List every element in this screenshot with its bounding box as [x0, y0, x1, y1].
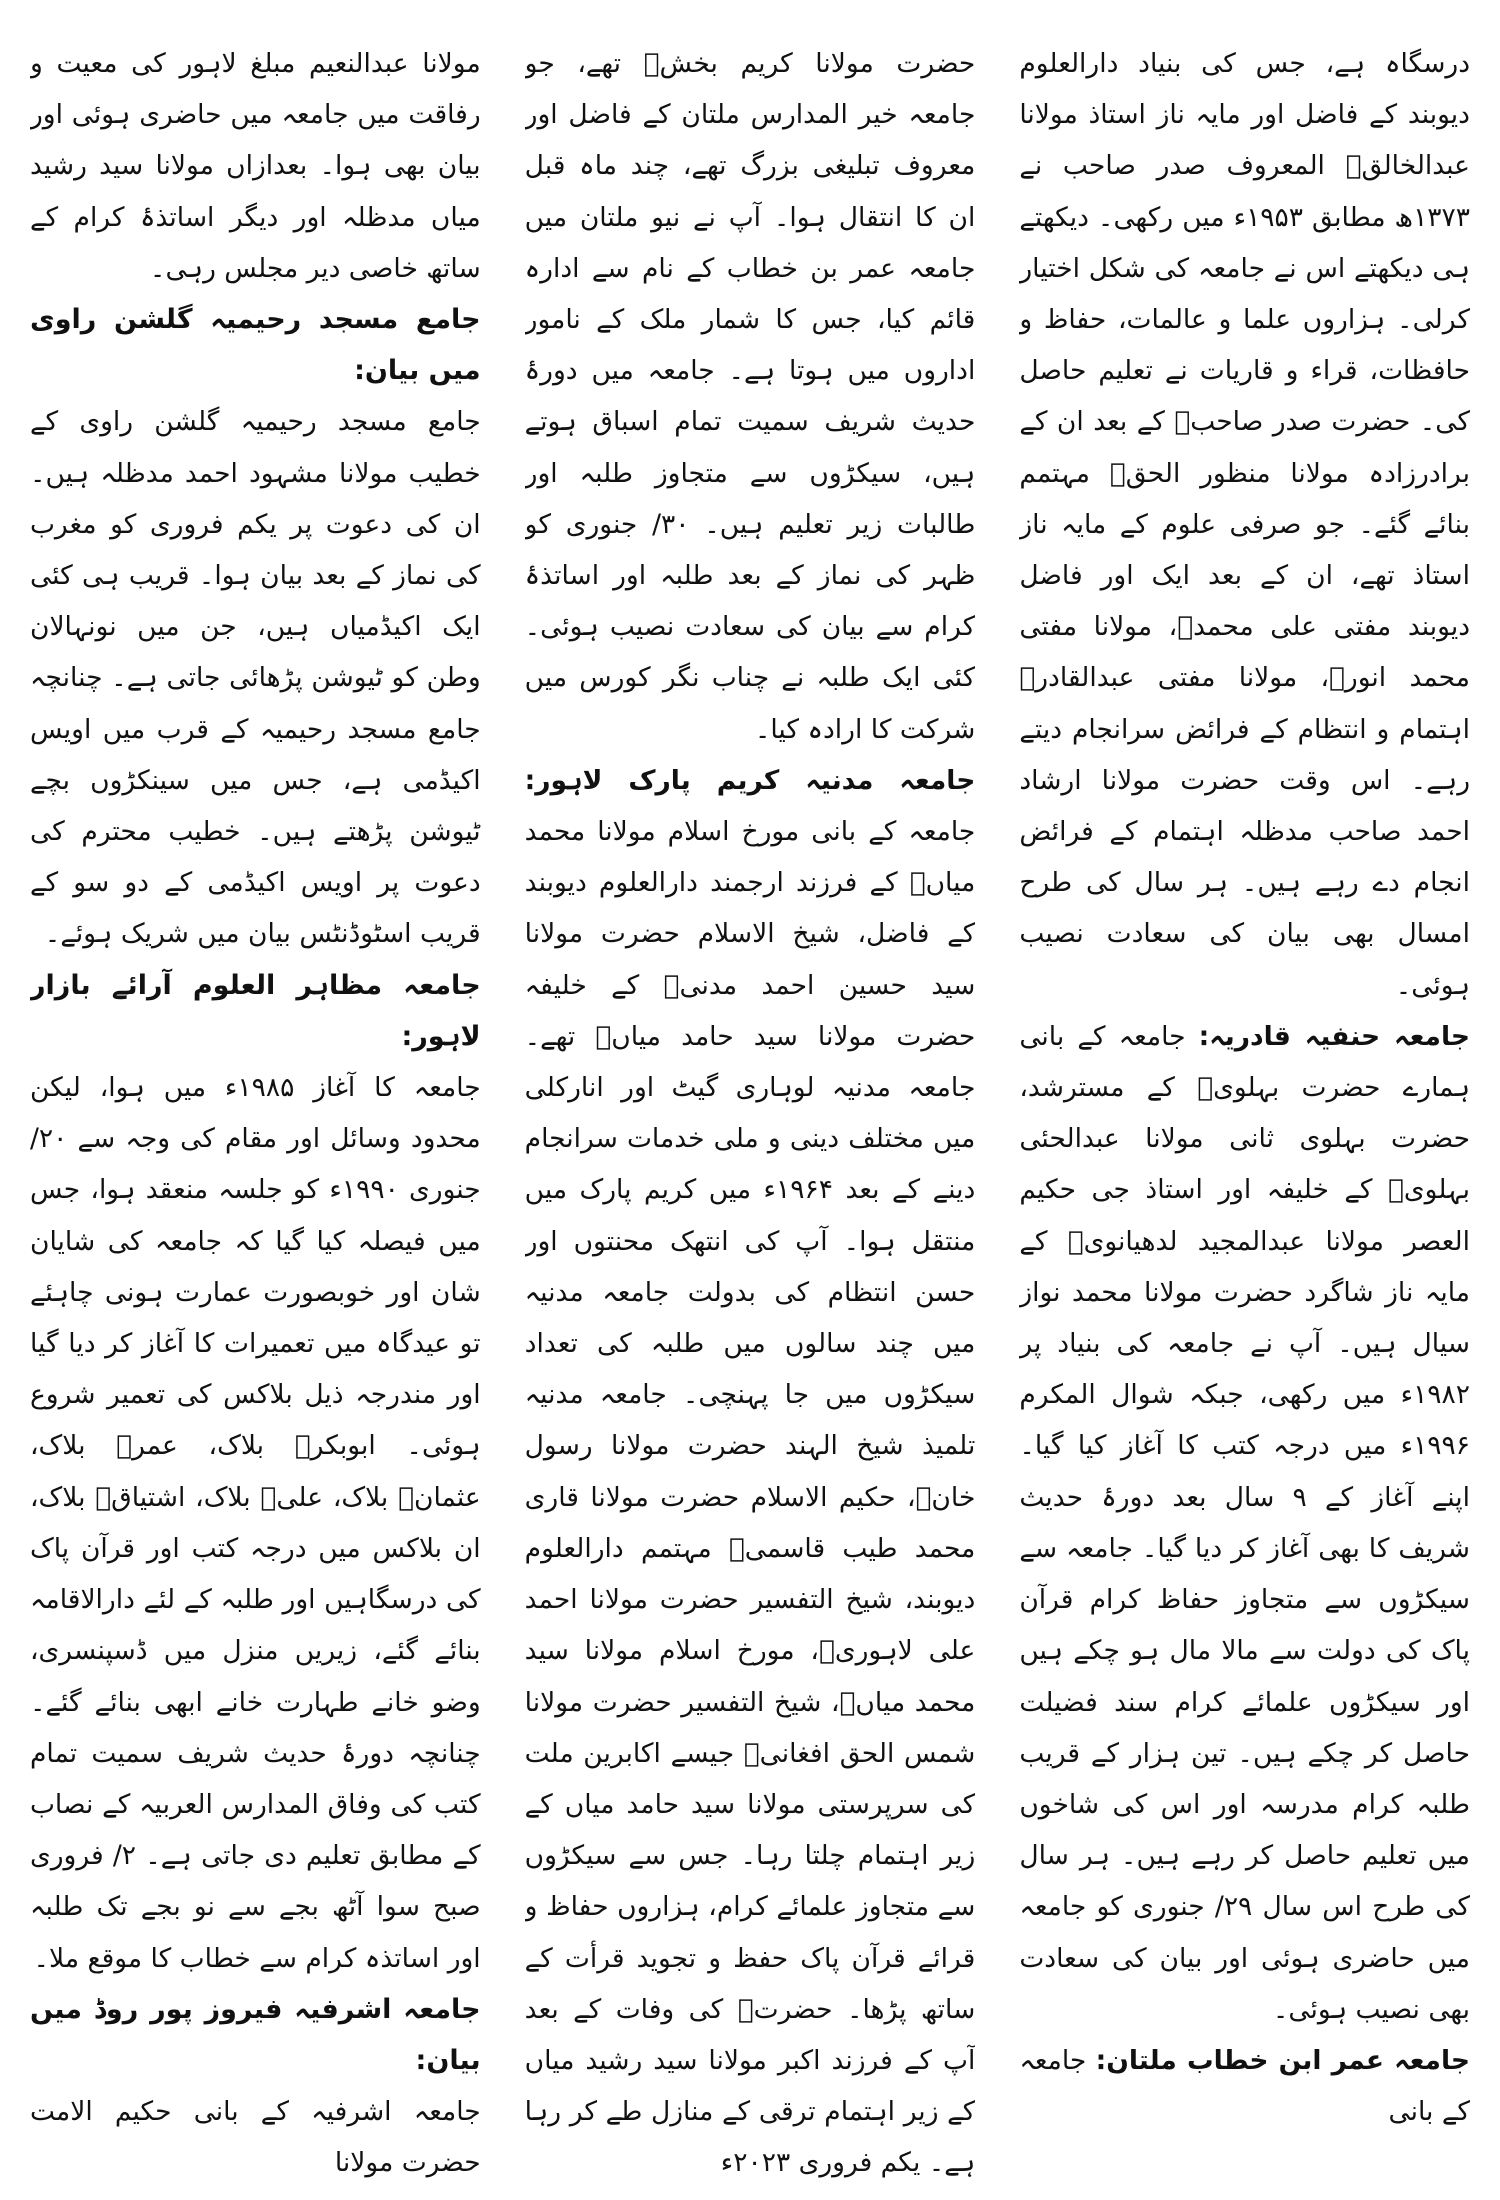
section-jamia-umar-multan [1019, 2035, 1470, 2137]
text-column-middle [525, 38, 976, 2180]
paragraph-mazahir-uloom: جامعہ کا آغاز ۱۹۸۵ء میں ہوا، لیکن محدود وسائل اور مقام کی وجہ سے ۲۰/ جنوری ۱۹۹۰ء کو جلسہ منعقد ہوا، جس میں فیصلہ کیا گیا کہ جامعہ کی شایان شان اور خوبصورت عمارت ہونی چاہئے تو عیدگاہ میں تعمیرات کا آغاز کر دیا گیا اور مندرجہ ذیل بلاکس کی تعمیر شروع ہوئی۔ ابوبکرؓ بلاک، عمرؓ بلاک، عثمانؓ بلاک، علیؓ بلاک، اشتیاقؒ بلاک، ان بلاکس میں درجہ کتب اور قرآن پاک کی درسگاہیں اور طلبہ کے لئے دارالاقامہ بنائے گئے، زیریں منزل میں ڈسپنسری، وضو خانے طہارت خانے ابھی بنائے گئے۔ چنانچہ دورۂ حدیث شریف سمیت تمام کتب کی وفاق المدارس العربیہ کے نصاب کے مطابق تعلیم دی جاتی ہے۔ ۲/ فروری صبح سوا آٹھ بجے سے نو بجے تک طلبہ اور اساتذہ کرام سے خطاب کا موقع ملا۔ [29, 1072, 481, 1974]
text-column-left [30, 38, 481, 2180]
text-column-right [1019, 38, 1470, 2180]
paragraph-ashrafia: جامعہ اشرفیہ کے بانی حکیم الامت حضرت مولانا [29, 2096, 481, 2179]
section-heading-rahimia: جامع مسجد رحیمیہ گلشن راوی میں بیان: [29, 304, 481, 387]
section-heading: جامعہ مدنیہ کریم پارک لاہور: [524, 764, 976, 796]
section-heading-ashrafia: جامعہ اشرفیہ فیروز پور روڈ میں بیان: [29, 1993, 481, 2076]
section-jamia-madania [525, 755, 976, 2180]
section-body: جامعہ کے بانی ہمارے حضرت بہلویؒ کے مسترشد، حضرت بہلوی ثانی مولانا عبدالحئی بہلویؒ کے خلیفہ اور استاذ جی حکیم العصر مولانا عبدالمجید لدھیانویؒ کے مایہ ناز شاگرد حضرت مولانا محمد نواز سیال ہیں۔ آپ نے جامعہ کی بنیاد پر ۱۹۸۲ء میں رکھی، جبکہ شوال المکرم ۱۹۹۶ء میں درجہ کتب کا آغاز کیا گیا۔ اپنے آغاز کے ۹ سال بعد دورۂ حدیث شریف کا بھی آغاز کر دیا گیا۔ جامعہ سے سیکڑوں سے متجاوز حفاظ کرام قرآن پاک کی دولت سے مالا مال ہو چکے ہیں اور سیکڑوں علمائے کرام سند فضیلت حاصل کر چکے ہیں۔ تین ہزار کے قریب طلبہ کرام مدرسہ اور اس کی شاخوں میں تعلیم حاصل کر رہے ہیں۔ ہر سال کی طرح اس سال ۲۹/ جنوری کو جامعہ میں حاضری ہوئی اور بیان کی سعادت بھی نصیب ہوئی۔ [1019, 1020, 1470, 2025]
paragraph-abdul-naeem: مولانا عبدالنعیم مبلغ لاہور کی معیت و رفاقت میں جامعہ میں حاضری ہوئی اور بیان بھی ہوا۔ بعدازاں مولانا سید رشید میاں مدظلہ اور دیگر اساتذۂ کرام کے ساتھ خاصی دیر مجلس رہی۔ [29, 48, 481, 284]
paragraph-rahimia: جامع مسجد رحیمیہ گلشن راوی کے خطیب مولانا مشہود احمد مدظلہ ہیں۔ ان کی دعوت پر یکم فروری کو مغرب کی نماز کے بعد بیان ہوا۔ قریب ہی کئی ایک اکیڈمیاں ہیں، جن میں نونہالان وطن کو ٹیوشن پڑھائی جاتی ہے۔ چنانچہ جامع مسجد رحیمیہ کے قرب میں اویس اکیڈمی ہے، جس میں سینکڑوں بچے ٹیوشن پڑھتے ہیں۔ خطیب محترم کی دعوت پر اویس اکیڈمی کے دو سو کے قریب اسٹوڈنٹس بیان میں شریک ہوئے۔ [29, 406, 481, 950]
section-body: جامعہ کے بانی [1019, 2044, 1470, 2128]
paragraph-darsgah: درسگاہ ہے، جس کی بنیاد دارالعلوم دیوبند کے فاضل اور مایہ ناز استاذ مولانا عبدالخالقؒ المعروف صدر صاحب نے ۱۳۷۳ھ مطابق ۱۹۵۳ء میں رکھی۔ دیکھتے ہی دیکھتے اس نے جامعہ کی شکل اختیار کرلی۔ ہزاروں علما و عالمات، حفاظ و حافظات، قراء و قاریات نے تعلیم حاصل کی۔ حضرت صدر صاحبؒ کے بعد ان کے برادرزادہ مولانا منظور الحقؒ مہتمم بنائے گئے۔ جو صرفی علوم کے مایہ ناز استاذ تھے، ان کے بعد ایک اور فاضل دیوبند مفتی علی محمدؒ، مولانا مفتی محمد انورؒ، مولانا مفتی عبدالقادرؒ اہتمام و انتظام کے فرائض سرانجام دیتے رہے۔ اس وقت حضرت مولانا ارشاد احمد صاحب مدظلہ اہتمام کے فرائض انجام دے رہے ہیں۔ ہر سال کی طرح امسال بھی بیان کی سعادت نصیب ہوئی۔ [1019, 48, 1470, 1001]
section-heading-mazahir-uloom: جامعہ مظاہر العلوم آرائے بازار لاہور: [29, 969, 481, 1052]
section-heading: جامعہ عمر ابن خطاب ملتان: [1095, 2044, 1470, 2076]
section-heading: جامعہ حنفیہ قادریہ: [1198, 1020, 1470, 1052]
section-jamia-hanafia-qadria [1019, 1011, 1470, 2035]
section-body: جامعہ کے بانی مورخ اسلام مولانا محمد میاںؒ کے فرزند ارجمند دارالعلوم دیوبند کے فاضل، شیخ الاسلام حضرت مولانا سید حسین احمد مدنیؒ کے خلیفہ حضرت مولانا سید حامد میاںؒ تھے۔ جامعہ مدنیہ لوہاری گیٹ اور انارکلی میں مختلف دینی و ملی خدمات سرانجام دینے کے بعد ۱۹۶۴ء میں کریم پارک میں منتقل ہوا۔ آپ کی انتھک محنتوں اور حسن انتظام کی بدولت جامعہ مدنیہ میں چند سالوں میں طلبہ کی تعداد سیکڑوں میں جا پہنچی۔ جامعہ مدنیہ تلمیذ شیخ الہند حضرت مولانا رسول خانؒ، حکیم الاسلام حضرت مولانا قاری محمد طیب قاسمیؒ مہتمم دارالعلوم دیوبند، شیخ التفسیر حضرت مولانا احمد علی لاہوریؒ، مورخ اسلام مولانا سید محمد میاںؒ، شیخ التفسیر حضرت مولانا شمس الحق افغانیؒ جیسے اکابرین ملت کی سرپرستی مولانا سید حامد میاں کے زیر اہتمام چلتا رہا۔ جس سے سیکڑوں سے متجاوز علمائے کرام، ہزاروں حفاظ و قرائے قرآن پاک حفظ و تجوید قرأت کے ساتھ پڑھا۔ حضرتؒ کی وفات کے بعد آپ کے فرزند اکبر مولانا سید رشید میاں کے زیر اہتمام ترقی کے منازل طے کر رہا ہے۔ یکم فروری ۲۰۲۳ء [524, 816, 976, 2179]
paragraph-karim-bakhsh: حضرت مولانا کریم بخشؒ تھے، جو جامعہ خیر المدارس ملتان کے فاضل اور معروف تبلیغی بزرگ تھے، چند ماہ قبل ان کا انتقال ہوا۔ آپ نے نیو ملتان میں جامعہ عمر بن خطاب کے نام سے ادارہ قائم کیا، جس کا شمار ملک کے نامور اداروں میں ہوتا ہے۔ جامعہ میں دورۂ حدیث شریف سمیت تمام اسباق ہوتے ہیں، سیکڑوں سے متجاوز طلبہ اور طالبات زیر تعلیم ہیں۔ ۳۰/ جنوری کو ظہر کی نماز کے بعد طلبہ اور اساتذۂ کرام سے بیان کی سعادت نصیب ہوئی۔ کئی ایک طلبہ نے چناب نگر کورس میں شرکت کا ارادہ کیا۔ [524, 48, 976, 745]
